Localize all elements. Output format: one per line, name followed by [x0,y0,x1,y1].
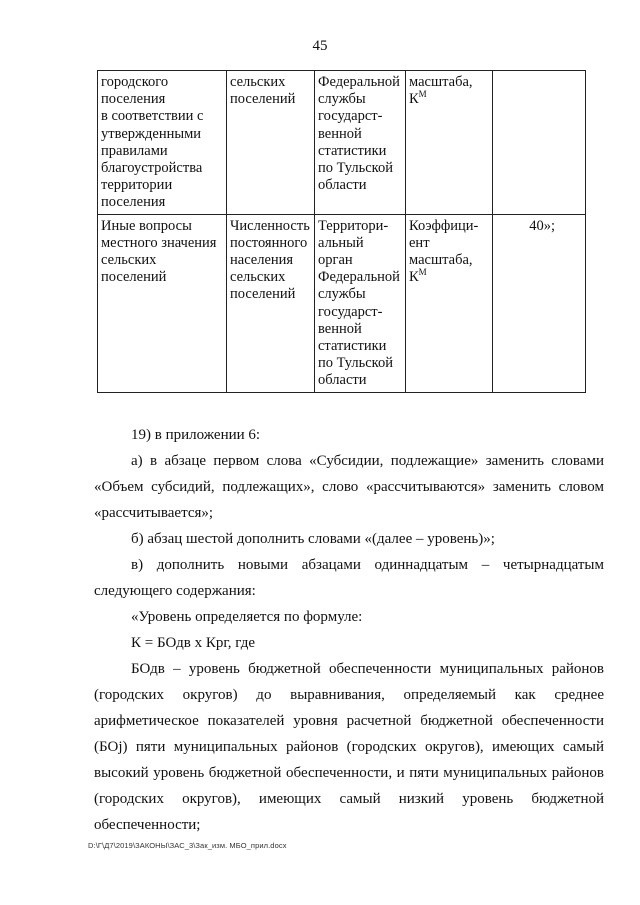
paragraph-line: арифметическое показателей уровня расчетной бюджетной обеспеченности [94,713,604,729]
paragraph-line: следующего содержания: [94,583,256,599]
table-cell: городского поселения в соответствии с утвержденными правилами благоустройства территории поселения [98,71,227,215]
table-cell [406,71,493,215]
paragraph-line: «рассчитывается»; [94,505,214,521]
table-cell: сельских поселений [227,71,315,215]
superscript-marker: М [418,89,427,100]
table-cell: Федеральной службы государст- венной статистики по Тульской области [315,71,406,215]
paragraph-line: (городских округов) до выравнивания, определяемый как среднее [94,687,604,703]
paragraph-line: БОдв – уровень бюджетной обеспеченности муниципальных районов [131,661,604,677]
table-cell: 40»; [493,214,586,392]
paragraph-line: (БОj) пяти муниципальных районов (городских округов), имеющих самый [94,739,604,755]
page-number: 45 [312,38,328,54]
table-row [98,214,586,392]
file-path-footer: D:\Г\Д7\2019\ЗАКОНЫ\ЗАС_3\Зак_изм. МБО_прил.docx [88,841,287,850]
formula: К = БОдв х Крг, где [131,635,255,651]
paragraph-line: (городских округов), имеющих самый низкий уровень бюджетной [94,791,604,807]
paragraph-line: б) абзац шестой дополнить словами «(далее – уровень)»; [131,531,495,547]
superscript-marker: М [418,267,427,278]
table-cell: Иные вопросы местного значения сельских поселений [98,214,227,392]
paragraph-line: высокий уровень бюджетной обеспеченности, и пяти муниципальных районов [94,765,604,781]
table-row [98,71,586,215]
table-cell [493,71,586,215]
paragraph-line: «Объем субсидий, подлежащих», слово «рассчитываются» заменить словом [94,479,604,495]
paragraph-line: а) в абзаце первом слова «Субсидии, подлежащие» заменить словами [131,453,604,469]
indicator-table [97,70,586,393]
item-19: 19) в приложении 6: [131,427,261,443]
coefficient-label: масштаба, К [409,74,473,108]
paragraph-line: обеспеченности; [94,817,201,833]
table-cell: Численность постоянного населения сельских поселений [227,214,315,392]
table-cell [406,214,493,392]
coefficient-label: Коэффици- ент масштаба, К [409,217,479,286]
paragraph-line: в) дополнить новыми абзацами одиннадцатым – четырнадцатым [131,557,604,573]
formula-intro: «Уровень определяется по формуле: [131,609,363,625]
table-cell: Территори- альный орган Федеральной службы государст- венной статистики по Тульской области [315,214,406,392]
